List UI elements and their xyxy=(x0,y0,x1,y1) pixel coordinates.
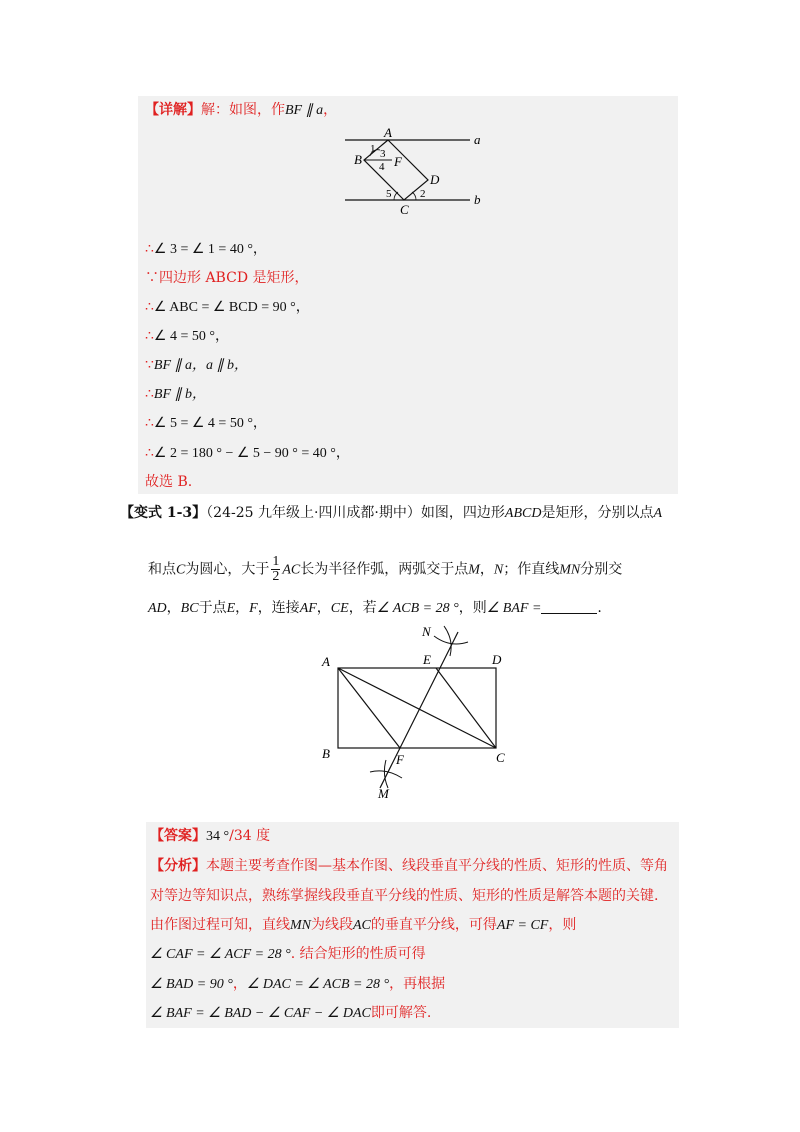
fig2-label-M: M xyxy=(378,786,389,801)
step-4 xyxy=(145,326,229,347)
fig1-label-1: 1 xyxy=(370,143,376,155)
answer-alt: /34 度 xyxy=(229,828,271,844)
problem-source: （24-25 九年级上·四川成都·期中） xyxy=(206,505,421,521)
fig2-label-F: F xyxy=(396,752,404,767)
fig1-label-b: b xyxy=(474,192,481,207)
step-symbol: ∴ xyxy=(145,241,154,257)
fig2-label-E: E xyxy=(423,652,431,667)
step-text: ∠ 3 = ∠ 1 = 40 °， xyxy=(153,242,267,257)
analysis-math: ∠ BAF = ∠ BAD − ∠ CAF − ∠ DAC xyxy=(150,1006,371,1021)
fig1-label-a: a xyxy=(474,132,481,147)
analysis-line-3 xyxy=(150,915,576,936)
detail-tag: 【详解】 xyxy=(145,102,201,118)
frac-numerator: 1 xyxy=(272,554,280,569)
fig1-label-B: B xyxy=(354,152,362,167)
step-text: ∠ 2 = 180 ° − ∠ 5 − 90 ° = 40 °， xyxy=(153,446,350,461)
intro-math: BF ∥ a xyxy=(285,103,324,118)
analysis-text: 本题主要考查作图—基本作图、线段垂直平分线的性质、矩形的性质、等角 xyxy=(206,858,668,874)
step-8 xyxy=(145,443,350,464)
step-text: ∠ 4 = 50 °， xyxy=(153,329,229,344)
answer-value: 34 ° xyxy=(206,829,230,844)
analysis-text: 的垂直平分线，可得 xyxy=(370,917,497,933)
problem-math: BC xyxy=(180,601,199,616)
problem-text: 长为半径作弧，两弧交于点 xyxy=(300,561,469,578)
analysis-text: . 结合矩形的性质可得 xyxy=(290,946,426,962)
analysis-text: ，则 xyxy=(548,917,577,933)
line-mn xyxy=(380,632,458,788)
problem-text: 是矩形，分别以点 xyxy=(541,505,654,521)
step-5 xyxy=(145,355,248,376)
analysis-line-2: 对等边等知识点，熟练掌握线段垂直平分线的性质、矩形的性质是解答本题的关键. xyxy=(150,888,659,904)
step-symbol: ∵ xyxy=(145,357,154,373)
step-symbol: ∴ xyxy=(145,415,154,431)
analysis-text: 即可解答. xyxy=(370,1005,432,1021)
problem-text: ，若 xyxy=(348,600,377,616)
step-symbol: ∵ xyxy=(145,270,159,286)
problem-text: ， xyxy=(316,600,331,616)
problem-math: ∠ ACB = 28 ° xyxy=(376,601,459,616)
step-symbol: ∴ xyxy=(145,328,154,344)
intro-end: ， xyxy=(323,102,338,118)
analysis-tag: 【分析】 xyxy=(150,858,206,874)
analysis-math: ∠ DAC = ∠ ACB = 28 ° xyxy=(246,977,390,992)
fig1-label-C: C xyxy=(400,202,409,217)
fig2-label-B: B xyxy=(322,746,330,761)
problem-text: 于点 xyxy=(198,600,227,616)
answer-blank[interactable] xyxy=(541,599,597,614)
problem-line-3 xyxy=(148,598,602,619)
analysis-text: ， xyxy=(232,976,247,992)
fig1-label-A: A xyxy=(384,126,392,140)
problem-math: CE xyxy=(330,601,349,616)
problem-text: 如图，四边形 xyxy=(420,505,505,521)
step-text: BF ∥ a，a ∥ b， xyxy=(153,358,249,373)
problem-math: A xyxy=(653,506,663,521)
fig1-label-2: 2 xyxy=(420,188,426,200)
step-text: BF ∥ b， xyxy=(153,387,207,402)
problem-line-1 xyxy=(120,503,662,524)
intro-text: 解：如图，作 xyxy=(201,102,285,118)
problem-math: ABCD xyxy=(504,506,542,521)
analysis-line-1 xyxy=(150,856,668,876)
figure-2-rectangle-construction xyxy=(310,622,520,802)
problem-math: AF xyxy=(299,601,317,616)
fig1-label-4: 4 xyxy=(379,161,385,173)
problem-tag: 【变式 1-3】 xyxy=(120,505,207,521)
problem-math: E xyxy=(226,601,236,616)
fig2-label-N: N xyxy=(422,624,431,639)
analysis-line-5 xyxy=(150,974,445,995)
step-text: ∠ ABC = ∠ BCD = 90 °， xyxy=(153,300,310,315)
analysis-math: MN xyxy=(290,918,311,933)
step-3 xyxy=(145,297,310,318)
step-7 xyxy=(145,413,267,434)
conclusion: 故选 B. xyxy=(145,474,193,490)
problem-text: ， xyxy=(479,561,494,578)
problem-math: F xyxy=(249,601,258,616)
fig1-label-F: F xyxy=(394,154,402,169)
step-text: 四边形 ABCD 是矩形， xyxy=(159,270,309,286)
fig1-label-3: 3 xyxy=(380,148,386,160)
analysis-math: ∠ CAF = ∠ ACF = 28 ° xyxy=(150,947,291,962)
arc-n-2 xyxy=(444,626,451,656)
answer-tag: 【答案】 xyxy=(150,828,206,844)
problem-math: MN xyxy=(559,562,581,578)
problem-text: ，连接 xyxy=(257,600,300,616)
problem-math: N xyxy=(493,562,504,578)
step-2 xyxy=(145,268,309,288)
fraction-one-half xyxy=(271,555,280,584)
analysis-math: AF = CF xyxy=(496,918,549,933)
problem-line-2 xyxy=(148,555,622,585)
problem-text: ， xyxy=(235,600,250,616)
problem-text: 和点 xyxy=(148,561,176,578)
step-text: ∠ 5 = ∠ 4 = 50 °， xyxy=(153,416,267,431)
problem-text: ；作直线 xyxy=(503,561,560,578)
problem-text: ，则 xyxy=(458,600,487,616)
analysis-text: 由作图过程可知，直线 xyxy=(150,917,290,933)
segment-af xyxy=(338,668,400,748)
problem-text: 为圆心，大于 xyxy=(185,561,270,578)
problem-math: C xyxy=(176,562,186,578)
segment-ce xyxy=(436,668,496,748)
analysis-line-6 xyxy=(150,1003,431,1024)
analysis-math: AC xyxy=(353,918,371,933)
fig2-label-C: C xyxy=(496,750,505,765)
problem-math: AD xyxy=(148,601,167,616)
frac-denominator: 2 xyxy=(272,569,280,584)
analysis-text: 为线段 xyxy=(311,917,353,933)
problem-text: 分别交 xyxy=(580,561,623,578)
analysis-math: ∠ BAD = 90 ° xyxy=(150,977,233,992)
problem-math: M xyxy=(468,562,480,578)
solution-intro xyxy=(145,100,337,121)
figure-1-parallel-lines-rectangle xyxy=(340,126,500,218)
analysis-text: ，再根据 xyxy=(389,976,446,992)
fig2-label-A: A xyxy=(322,654,330,669)
fig1-label-D: D xyxy=(430,172,440,187)
problem-math: AC xyxy=(282,562,301,578)
fig1-label-5: 5 xyxy=(386,188,392,200)
step-symbol: ∴ xyxy=(145,386,154,402)
step-1 xyxy=(145,239,267,260)
diagonal-ac xyxy=(338,668,496,748)
problem-text: . xyxy=(597,600,602,616)
answer-line xyxy=(150,826,270,847)
problem-text: ， xyxy=(166,600,181,616)
fig2-label-D: D xyxy=(492,652,502,667)
step-symbol: ∴ xyxy=(145,299,154,315)
problem-math: ∠ BAF = xyxy=(486,601,542,616)
analysis-line-4 xyxy=(150,944,426,965)
step-6 xyxy=(145,384,206,405)
step-symbol: ∴ xyxy=(145,445,154,461)
